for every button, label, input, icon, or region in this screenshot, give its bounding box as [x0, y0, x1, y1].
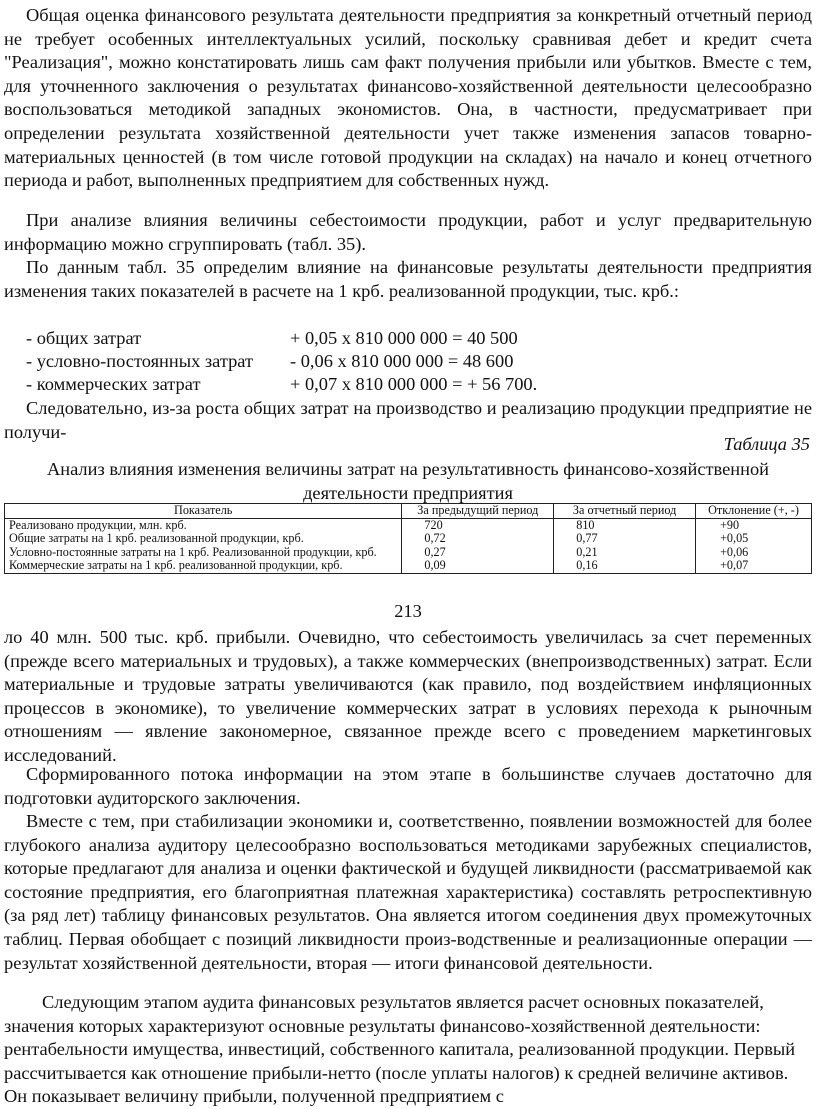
header-deviation: Отклонение (+, -)	[696, 504, 812, 519]
list-item-total-costs	[26, 327, 816, 351]
cell-current: 810	[554, 518, 696, 532]
paragraph-financial-result-intro: Общая оценка финансового результата деятельности предприятия за конкретный отчетный период не требует особенных интеллектуальных усилий, поскольку сравнивая дебет и кредит счета "Реализация", можно констатировать лишь сам факт получения прибыли или убытков. Вместе с тем, для уточненного заключения о результатах финансово-хозяйственной деятельности целесообразно воспользоваться методикой западных экономистов. Она, в частности, предусматривает при определении результата хозяйственной деятельности учет также изменения запасов товарно-материальных ценностей (в том числе готовой продукции на складах) на начало и конец отчетного периода и работ, выполненных предприятием для собственных нужд.	[4, 5, 812, 191]
list-item-commercial-costs	[26, 373, 816, 397]
list-item-label: - условно-постоянных затрат	[26, 351, 254, 371]
header-previous-period: За предыдущий период	[402, 504, 554, 519]
cost-analysis-table	[4, 503, 812, 574]
table-title: Анализ влияния изменения величины затрат на результативность финансово-хозяйственной деятельности предприятия	[46, 459, 769, 503]
list-item-formula: + 0,05 х 810 000 000 = 40 500	[290, 328, 518, 348]
cell-previous: 0,27	[402, 546, 554, 560]
list-item-label: - коммерческих затрат	[26, 374, 201, 394]
cell-previous: 720	[402, 518, 554, 532]
cell-current: 0,21	[554, 546, 696, 560]
cell-current: 0,77	[554, 532, 696, 546]
cell-deviation: +0,06	[696, 546, 812, 560]
paragraph-table-reference: По данным табл. 35 определим влияние на финансовые результаты деятельности предприятия изменения таких показателей в расчете на 1 крб. реализованной продукции, тыс. крб.:	[4, 257, 812, 301]
cell-current: 0,16	[554, 559, 696, 573]
list-item-formula: - 0,06 х 810 000 000 = 48 600	[290, 351, 514, 371]
cell-previous: 0,72	[402, 532, 554, 546]
paragraph-conclusion-part1: Следовательно, из-за роста общих затрат на производство и реализацию продукции предприятие не получи-	[4, 398, 812, 442]
table-number: Таблица 35	[723, 434, 810, 454]
cell-deviation: +0,07	[696, 559, 812, 573]
paragraph-conclusion-part2: ло 40 млн. 500 тыс. крб. прибыли. Очевидно, что себестоимость увеличилась за счет переменных (прежде всего материальных и трудовых), а также коммерческих (внепроизводственных) затрат. Если материальные и трудовые затраты увеличиваются (как правило, под воздействием инфляционных процессов в экономике), то увеличение коммерческих затрат в условиях перехода к рыночным отношениям — явление закономерное, связанное прежде всего с проведением маркетинговых исследований.	[4, 627, 812, 765]
header-indicator: Показатель	[5, 504, 402, 519]
list-item-formula: + 0,07 х 810 000 000 = + 56 700.	[290, 374, 538, 394]
cell-indicator: Реализовано продукции, млн. крб.	[5, 518, 402, 532]
page-number: 213	[394, 601, 422, 621]
cell-indicator: Общие затраты на 1 крб. реализованной продукции, крб.	[5, 532, 402, 546]
table-row	[5, 546, 812, 560]
paragraph-cost-influence: При анализе влияния величины себестоимости продукции, работ и услуг предварительную информацию можно сгруппировать (табл. 35).	[4, 210, 812, 254]
cell-previous: 0,09	[402, 559, 554, 573]
paragraph-information-flow: Сформированного потока информации на этом этапе в большинстве случаев достаточно для подготовки аудиторского заключения.	[4, 764, 812, 808]
table-row	[5, 518, 812, 532]
table-row	[5, 559, 812, 573]
cell-deviation: +90	[696, 518, 812, 532]
list-item-label: - общих затрат	[26, 328, 142, 348]
table-row	[5, 532, 812, 546]
cell-deviation: +0,05	[696, 532, 812, 546]
paragraph-next-audit-stage: Следующим этапом аудита финансовых результатов является расчет основных показателей, значения которых характеризуют основные результаты финансово-хозяйственной деятельности: рентабельности имущества, инвестиций, собственного капитала, реализованной продукции. Первый рассчитывается как отношение прибыли-нетто (после уплаты налогов) к средней величине активов. Он показывает величину прибыли, полученной предприятием с	[4, 992, 796, 1107]
table-header-row	[5, 504, 812, 519]
cell-indicator: Условно-постоянные затраты на 1 крб. Реализованной продукции, крб.	[5, 546, 402, 560]
paragraph-foreign-methods: Вместе с тем, при стабилизации экономики и, соответственно, появлении возможностей для более глубокого анализа аудитору целесообразно воспользоваться методиками зарубежных специалистов, которые предлагают для анализа и оценки фактической и будущей ликвидности (рассматриваемой как состояние предприятия, его благоприятная платежная характеристика) составлять ретроспективную (за ряд лет) таблицу финансовых результатов. Она является итогом соединения двух промежуточных таблиц. Первая обобщает с позиций ликвидности произ-водственные и реализационные операции — результат хозяйственной деятельности, вторая — итоги финансовой деятельности.	[4, 811, 812, 973]
cell-indicator: Коммерческие затраты на 1 крб. реализованной продукции, крб.	[5, 559, 402, 573]
header-current-period: За отчетный период	[554, 504, 696, 519]
list-item-fixed-costs	[26, 350, 816, 374]
